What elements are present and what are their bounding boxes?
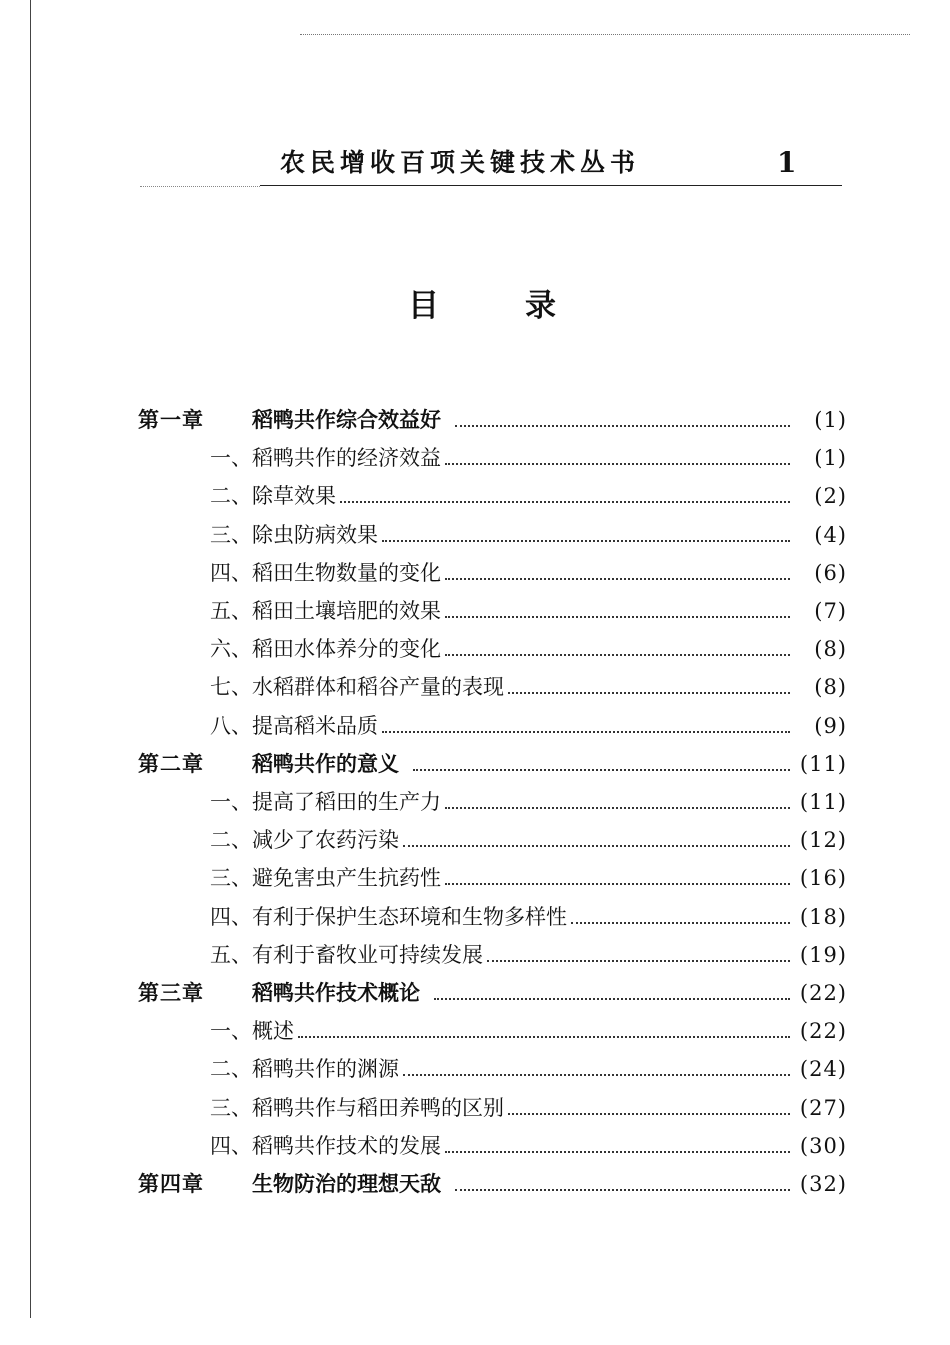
toc-entry-page: (24) — [799, 1057, 847, 1082]
toc-dot-leader — [403, 845, 790, 847]
toc-entry-page: (1) — [814, 408, 847, 432]
toc-entry-page: (11) — [799, 790, 847, 814]
toc-section-entry — [0, 859, 950, 897]
toc-dot-leader — [434, 998, 790, 1000]
toc-section-entry — [0, 592, 950, 630]
toc-dot-leader — [445, 654, 790, 656]
toc-dot-leader — [508, 692, 790, 694]
toc-entry-number: 三、 — [210, 1095, 252, 1120]
toc-dot-leader — [455, 425, 790, 427]
toc-entry-number: 一、 — [210, 446, 252, 471]
series-title: 农民增收百项关键技术丛书 — [280, 148, 641, 177]
toc-entry-number: 四、 — [210, 1133, 252, 1158]
toc-entry-title: 稻鸭共作的渊源 — [252, 1057, 399, 1082]
toc-entry-number: 第四章 — [138, 1172, 204, 1196]
toc-section-entry — [0, 821, 950, 859]
toc-entry-page: (18) — [799, 904, 847, 929]
toc-entry-title: 概述 — [252, 1019, 294, 1044]
toc-entry-number: 一、 — [210, 790, 252, 814]
scan-speckle-line — [300, 34, 910, 35]
toc-entry-title: 稻鸭共作技术概论 — [252, 981, 420, 1005]
contents-heading: 目录 — [408, 288, 642, 324]
toc-entry-title: 稻田土壤培肥的效果 — [252, 599, 441, 623]
toc-entry-page: (30) — [799, 1133, 847, 1158]
toc-entry-number: 六、 — [210, 637, 252, 662]
toc-entry-title: 提高了稻田的生产力 — [252, 790, 441, 814]
toc-section-entry — [0, 898, 950, 936]
toc-entry-number: 四、 — [210, 904, 252, 929]
toc-section-entry — [0, 439, 950, 477]
toc-section-entry — [0, 554, 950, 592]
toc-entry-title: 稻鸭共作与稻田养鸭的区别 — [252, 1095, 504, 1120]
toc-entry-number: 四、 — [210, 560, 252, 585]
toc-entry-number: 二、 — [210, 828, 252, 853]
toc-entry-page: (16) — [799, 866, 847, 891]
toc-entry-page: (1) — [814, 446, 847, 471]
toc-entry-number: 二、 — [210, 1057, 252, 1082]
toc-dot-leader — [413, 769, 790, 771]
toc-entry-title: 稻鸭共作技术的发展 — [252, 1133, 441, 1158]
toc-dot-leader — [382, 731, 790, 733]
toc-entry-page: (4) — [814, 522, 847, 547]
toc-entry-number: 二、 — [210, 484, 252, 509]
toc-section-entry — [0, 1089, 950, 1127]
header-page-number: 1 — [777, 146, 797, 179]
toc-chapter-entry — [0, 745, 950, 783]
toc-entry-title: 有利于畜牧业可持续发展 — [252, 942, 483, 967]
toc-dot-leader — [340, 501, 790, 503]
toc-chapter-entry — [0, 401, 950, 439]
toc-entry-title: 稻田生物数量的变化 — [252, 560, 441, 585]
toc-entry-title: 除虫防病效果 — [252, 522, 378, 547]
toc-dot-leader — [445, 807, 790, 809]
toc-entry-number: 第二章 — [138, 751, 204, 776]
toc-entry-page: (8) — [814, 637, 847, 662]
toc-entry-page: (19) — [799, 942, 847, 967]
toc-entry-page: (6) — [814, 560, 847, 585]
toc-entry-page: (7) — [814, 599, 847, 623]
toc-entry-title: 稻鸭共作的经济效益 — [252, 446, 441, 471]
toc-dot-leader — [455, 1189, 790, 1191]
toc-section-entry — [0, 1050, 950, 1088]
toc-dot-leader — [403, 1074, 790, 1076]
toc-section-entry — [0, 707, 950, 745]
toc-section-entry — [0, 783, 950, 821]
toc-dot-leader — [487, 960, 790, 962]
toc-entry-title: 减少了农药污染 — [252, 828, 399, 853]
toc-entry-number: 三、 — [210, 866, 252, 891]
toc-section-entry — [0, 668, 950, 706]
toc-entry-title: 有利于保护生态环境和生物多样性 — [252, 904, 567, 929]
toc-entry-title: 避免害虫产生抗药性 — [252, 866, 441, 891]
toc-entry-page: (2) — [814, 484, 847, 509]
toc-section-entry — [0, 1127, 950, 1165]
toc-dot-leader — [382, 540, 790, 542]
toc-entry-title: 稻鸭共作综合效益好 — [252, 408, 441, 432]
toc-dot-leader — [508, 1113, 790, 1115]
toc-entry-number: 五、 — [210, 942, 252, 967]
toc-entry-title: 生物防治的理想天敌 — [252, 1172, 441, 1196]
toc-entry-page: (22) — [799, 981, 847, 1005]
toc-section-entry — [0, 630, 950, 668]
toc-dot-leader — [445, 883, 790, 885]
toc-entry-title: 水稻群体和稻谷产量的表现 — [252, 675, 504, 700]
toc-entry-number: 一、 — [210, 1019, 252, 1044]
toc-entry-page: (12) — [799, 828, 847, 853]
toc-entry-title: 除草效果 — [252, 484, 336, 509]
toc-entry-title: 提高稻米品质 — [252, 713, 378, 738]
toc-dot-leader — [445, 463, 790, 465]
toc-dot-leader — [298, 1036, 790, 1038]
toc-section-entry — [0, 1012, 950, 1050]
toc-dot-leader — [445, 578, 790, 580]
toc-entry-page: (9) — [814, 713, 847, 738]
toc-entry-page: (11) — [799, 751, 847, 776]
toc-entry-number: 三、 — [210, 522, 252, 547]
toc-chapter-entry — [0, 974, 950, 1012]
toc-entry-title: 稻田水体养分的变化 — [252, 637, 441, 662]
toc-entry-page: (27) — [799, 1095, 847, 1120]
running-header — [260, 145, 842, 187]
toc-entry-page: (8) — [814, 675, 847, 700]
toc-entry-title: 稻鸭共作的意义 — [252, 751, 399, 776]
toc-entry-number: 第一章 — [138, 408, 204, 432]
toc-entry-number: 七、 — [210, 675, 252, 700]
toc-dot-leader — [571, 922, 790, 924]
header-rule — [260, 185, 842, 186]
toc-entry-number: 第三章 — [138, 981, 204, 1005]
toc-entry-number: 五、 — [210, 599, 252, 623]
toc-chapter-entry — [0, 1165, 950, 1203]
toc-entry-number: 八、 — [210, 713, 252, 738]
toc-entry-page: (32) — [799, 1172, 847, 1196]
toc-dot-leader — [445, 616, 790, 618]
header-rule-faint — [140, 186, 260, 187]
toc-section-entry — [0, 516, 950, 554]
toc-dot-leader — [445, 1151, 790, 1153]
toc-section-entry — [0, 936, 950, 974]
toc-entry-page: (22) — [799, 1019, 847, 1044]
toc-section-entry — [0, 477, 950, 515]
